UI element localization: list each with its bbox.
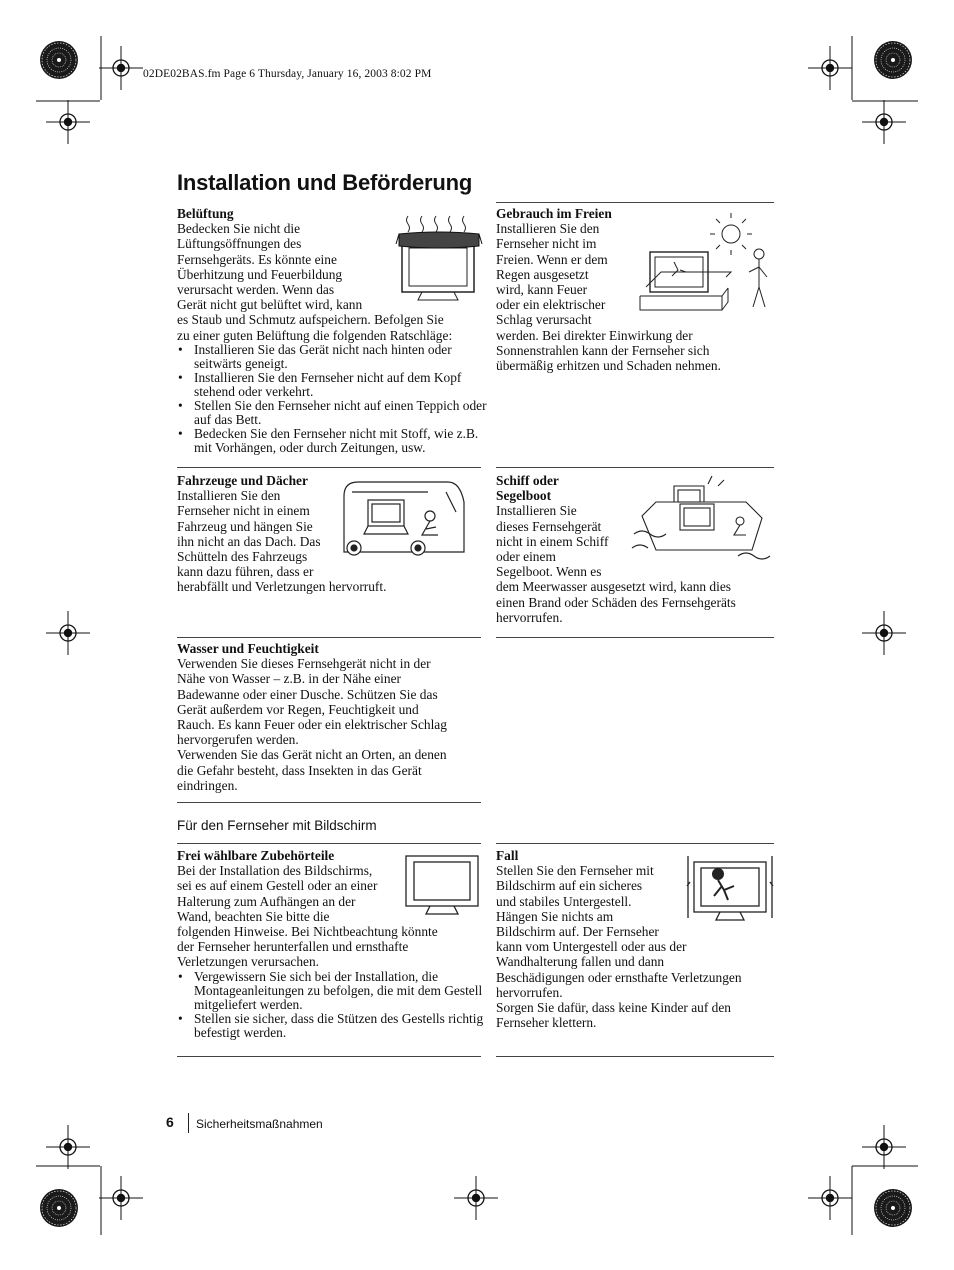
text-line: Fernseher nicht im (496, 236, 597, 252)
boat-illustration (628, 474, 772, 566)
text-line: Beschädigungen oder ernsthafte Verletzungen (496, 969, 742, 985)
text-line: hervorgerufen werden. (177, 732, 299, 748)
text-line: übermäßig erhitzen und Schaden nehmen. (496, 358, 721, 374)
heading-schiff-line2: Segelboot (496, 488, 552, 504)
text-line: hervorrufen. (496, 609, 563, 625)
text-line: Gerät außerdem vor Regen, Feuchtigkeit und (177, 701, 419, 717)
subheading-bildschirm: Für den Fernseher mit Bildschirm (177, 818, 377, 833)
text-line: Installieren Sie den (177, 488, 281, 504)
text-line: Wandhalterung fallen und dann (496, 954, 665, 970)
text-line: sei es auf einem Gestell oder an einer (177, 878, 378, 894)
text-line: Nähe von Wasser – z.B. in der Nähe einer (177, 671, 402, 687)
heading-fahrzeuge: Fahrzeuge und Dächer (177, 473, 308, 488)
text-line: eindringen. (177, 777, 238, 793)
heading-schiff-line1: Schiff oder (496, 473, 559, 488)
fall-illustration (686, 852, 776, 928)
text-line: es Staub und Schmutz aufspeichern. Befolgen Sie (177, 312, 444, 328)
text-line: und stabiles Untergestell. (496, 893, 632, 909)
text-line: Hängen Sie nichts am (496, 908, 614, 924)
text-line: Bedecken Sie nicht die (177, 221, 301, 237)
text-line: Bildschirm auf. Der Fernseher (496, 924, 659, 940)
rule-wasser-bottom (177, 802, 481, 803)
text-line: Freien. Wenn er dem (496, 251, 608, 267)
rule-gebrauch-top (496, 202, 774, 203)
bullet-item: • Bedecken Sie den Fernseher nicht mit Stoff, wie z.B. mit Vorhängen, oder durch Zeitungen, usw. (194, 427, 487, 455)
text-line: Verletzungen verursachen. (177, 954, 320, 970)
text-line: Bei der Installation des Bildschirms, (177, 863, 373, 879)
text-line: kann dazu führen, dass er (177, 564, 314, 580)
text-line: oder ein elektrischer (496, 297, 606, 313)
bullet-item: • Stellen Sie den Fernseher nicht auf einen Teppich oder auf das Bett. (194, 399, 487, 427)
text-line: Halterung zum Aufhängen an der (177, 893, 356, 909)
rule-row4-left-top (177, 843, 481, 844)
bullet-item: • Installieren Sie das Gerät nicht nach hinten oder seitwärts geneigt. (194, 343, 487, 371)
text-line: Verwenden Sie das Gerät nicht an Orten, an denen (177, 747, 447, 763)
text-line: Gerät nicht gut belüftet wird, kann (177, 297, 363, 313)
text-line: dem Meerwasser ausgesetzt wird, kann dies (496, 579, 732, 595)
heading-fall: Fall (496, 848, 519, 863)
text-line: Regen ausgesetzt (496, 266, 589, 282)
section-wasser (177, 641, 487, 793)
text-line: oder einem (496, 549, 556, 565)
text-line: zu einer guten Belüftung die folgenden Ratschläge: (177, 327, 453, 343)
text-line: ihn nicht an das Dach. Das (177, 533, 321, 549)
text-line: nicht in einem Schiff (496, 533, 609, 549)
text-line: folgenden Hinweise. Bei Nichtbeachtung könnte (177, 924, 438, 940)
text-line: kann vom Untergestell oder aus der (496, 939, 687, 955)
flat-screen-illustration (402, 852, 482, 918)
bullet-item: • Vergewissern Sie sich bei der Installation, die Montageanleitungen zu befolgen, die mit dem Gestell mitgeliefert werden. (194, 970, 487, 1012)
text-line: Segelboot. Wenn es (496, 564, 602, 580)
text-line: einen Brand oder Schäden des Fernsehgeräts (496, 594, 736, 610)
bullet-item: • Stellen sie sicher, dass die Stützen des Gestells richtig befestigt werden. (194, 1012, 487, 1040)
rule-row2-left (177, 637, 481, 638)
text-line: Fahrzeug und hängen Sie (177, 518, 313, 534)
text-line: der Fernseher herunterfallen und ernsthafte (177, 939, 409, 955)
text-line: Badewanne oder einer Dusche. Schützen Sie das (177, 686, 438, 702)
text-line: wird, kann Feuer (496, 282, 588, 298)
rule-row1-right (496, 467, 774, 468)
page-number: 6 (166, 1114, 174, 1130)
heading-belueftung: Belüftung (177, 206, 234, 221)
text-line: Schlag verursacht (496, 312, 592, 328)
rule-row2-right (496, 637, 774, 638)
text-line: Überhitzung und Feuerbildung (177, 266, 343, 282)
text-line: dieses Fernsehgerät (496, 518, 602, 534)
text-line: Installieren Sie den (496, 221, 600, 237)
text-line: Stellen Sie den Fernseher mit (496, 863, 654, 879)
outdoor-illustration (636, 212, 776, 320)
text-line: werden. Bei direkter Einwirkung der (496, 327, 693, 343)
heading-wasser: Wasser und Feuchtigkeit (177, 641, 319, 656)
text-line: Rauch. Es kann Feuer oder ein elektrischer Schlag (177, 717, 447, 733)
vehicle-illustration (338, 474, 468, 566)
page-title: Installation und Beförderung (177, 170, 473, 195)
text-line: Schütteln des Fahrzeugs (177, 549, 308, 565)
rule-row4-left-bottom (177, 1056, 481, 1057)
footer-section-name: Sicherheitsmaßnahmen (196, 1117, 323, 1131)
text-line: Sorgen Sie dafür, dass keine Kinder auf den (496, 1000, 731, 1016)
text-line: Lüftungsöffnungen des (177, 236, 302, 252)
rule-row1-left (177, 467, 481, 468)
file-info-header: 02DE02BAS.fm Page 6 Thursday, January 16, 2003 8:02 PM (143, 68, 432, 80)
text-line: Verwenden Sie dieses Fernsehgerät nicht in der (177, 656, 431, 672)
text-line: Fernseher nicht in einem (177, 503, 310, 519)
ventilation-illustration (392, 210, 484, 306)
bullet-item: • Installieren Sie den Fernseher nicht auf dem Kopf stehend oder verkehrt. (194, 371, 487, 399)
text-line: Installieren Sie (496, 503, 577, 519)
text-line: Wand, beachten Sie bitte die (177, 908, 330, 924)
text-line: Fernseher klettern. (496, 1015, 597, 1031)
text-line: verursacht werden. Wenn das (177, 282, 335, 298)
text-line: Fernsehgeräts. Es könnte eine (177, 251, 337, 267)
text-line: Sonnenstrahlen kann der Fernseher sich (496, 342, 710, 358)
rule-row4-right-top (496, 843, 774, 844)
text-line: die Gefahr besteht, dass Insekten in das Gerät (177, 762, 422, 778)
rule-row4-right-bottom (496, 1056, 774, 1057)
text-line: Bildschirm auf ein sicheres (496, 878, 643, 894)
heading-gebrauch: Gebrauch im Freien (496, 206, 612, 221)
footer-divider (188, 1113, 189, 1133)
heading-zubehoer: Frei wählbare Zubehörteile (177, 848, 335, 863)
text-line: herabfällt und Verletzungen hervorruft. (177, 579, 387, 595)
text-line: hervorrufen. (496, 984, 563, 1000)
